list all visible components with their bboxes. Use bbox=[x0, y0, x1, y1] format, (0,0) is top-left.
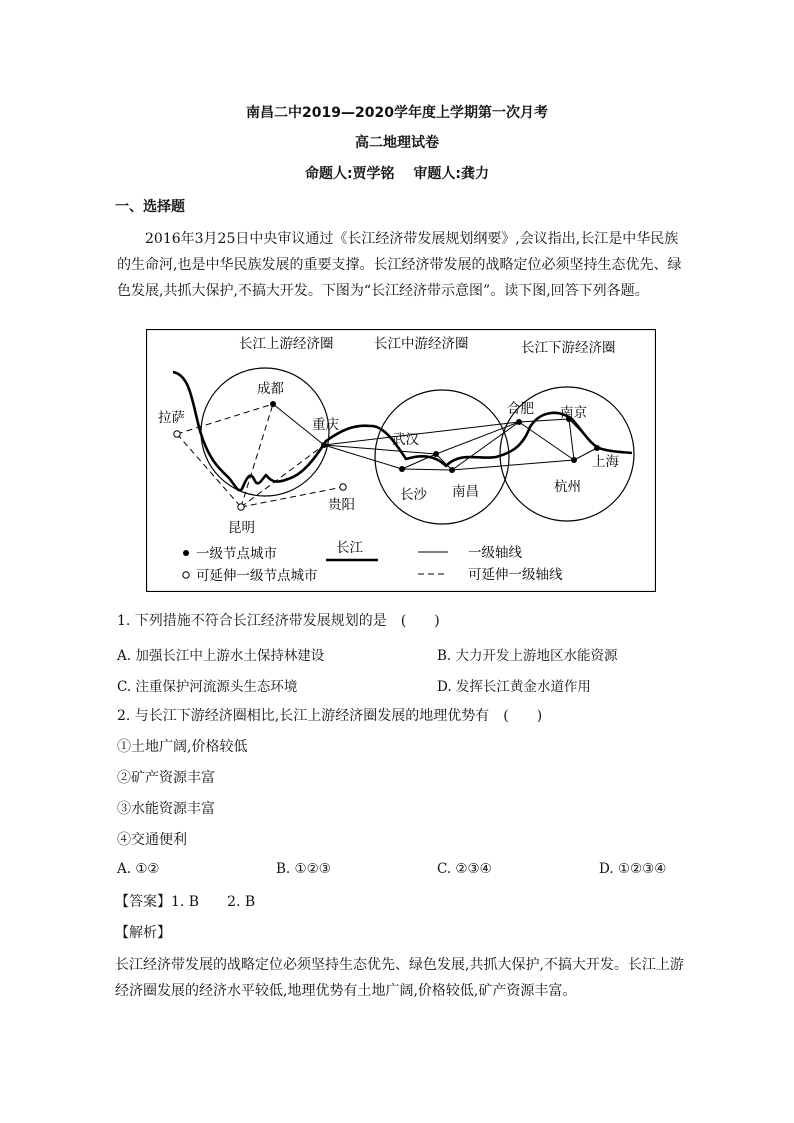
legend-extendable-axis: 可延伸一级轴线 bbox=[468, 567, 563, 583]
city-label-nanjing: 南京 bbox=[560, 405, 587, 421]
legend-primary-city: 一级节点城市 bbox=[196, 546, 277, 562]
analysis-text: 长江经济带发展的战略定位必须坚持生态优先、绿色发展,共抓大保护,不搞大开发。长江上游经济圈发展的经济水平较低,地理优势有土地广阔,价格较低,矿产资源丰富。 bbox=[115, 957, 684, 999]
city-dot-chongqing bbox=[321, 442, 327, 448]
city-dot-chengdu bbox=[270, 401, 276, 407]
city-label-wuhan: 武汉 bbox=[392, 432, 419, 448]
intro-paragraph: 2016年3月25日中央审议通过《长江经济带发展规划纲要》,会议指出,长江是中华民族的生命河,也是中华民族发展的重要支撑。长江经济带发展的战略定位必须坚持生态优先、绿色发展,共抓大保护,不搞大开发。下图为“长江经济带示意图”。读下图,回答下列各题。 bbox=[117, 231, 682, 299]
answer-label: 【答案】 bbox=[115, 894, 171, 910]
city-dot-kunming bbox=[238, 504, 244, 510]
upstream-label: 长江上游经济圈 bbox=[239, 336, 334, 352]
city-dot-shanghai bbox=[594, 445, 600, 451]
section-heading: 一、选择题 bbox=[115, 199, 185, 215]
question-2-stem: 2. 与长江下游经济圈相比,长江上游经济圈发展的地理优势有 ( ) bbox=[117, 708, 543, 724]
exam-title: 南昌二中2019—2020学年度上学期第一次月考 bbox=[246, 105, 548, 121]
downstream-label: 长江下游经济圈 bbox=[521, 340, 616, 356]
legend-primary-axis: 一级轴线 bbox=[468, 545, 522, 561]
question-2-option-d[interactable]: D. ①②③④ bbox=[599, 861, 667, 877]
question-2-item-1: ①土地广阔,价格较低 bbox=[117, 739, 248, 755]
legend-primary-city-symbol bbox=[183, 550, 189, 556]
city-label-lhasa: 拉萨 bbox=[158, 410, 185, 426]
city-label-chongqing: 重庆 bbox=[312, 417, 339, 433]
answer-text: 1. B 2. B bbox=[171, 894, 256, 910]
question-2-item-3: ③水能资源丰富 bbox=[117, 801, 215, 817]
legend-extendable-city: 可延伸一级节点城市 bbox=[196, 568, 318, 584]
city-dot-guiyang bbox=[340, 484, 346, 490]
city-label-changsha: 长沙 bbox=[400, 487, 427, 503]
question-1-option-b[interactable]: B. 大力开发上游地区水能资源 bbox=[437, 648, 618, 664]
midstream-label: 长江中游经济圈 bbox=[374, 336, 469, 352]
city-label-hefei: 合肥 bbox=[507, 401, 534, 417]
city-label-guiyang: 贵阳 bbox=[328, 497, 355, 513]
question-2-option-a[interactable]: A. ①② bbox=[117, 861, 160, 877]
exam-subtitle: 高二地理试卷 bbox=[355, 135, 439, 151]
city-dot-hefei bbox=[516, 419, 522, 425]
city-dot-changsha bbox=[399, 466, 405, 472]
question-2-option-c[interactable]: C. ②③④ bbox=[437, 861, 492, 877]
question-1-option-c[interactable]: C. 注重保护河流源头生态环境 bbox=[117, 679, 298, 695]
question-1-option-a[interactable]: A. 加强长江中上游水土保持林建设 bbox=[117, 648, 325, 664]
yangtze-economic-belt-map bbox=[146, 329, 656, 592]
legend-river: 长江 bbox=[336, 540, 363, 556]
city-dot-wuhan bbox=[433, 451, 439, 457]
city-label-kunming: 昆明 bbox=[228, 520, 255, 536]
legend-extendable-city-symbol bbox=[183, 572, 189, 578]
city-dot-nanchang bbox=[449, 467, 455, 473]
city-dot-hangzhou bbox=[571, 457, 577, 463]
analysis-label: 【解析】 bbox=[115, 925, 171, 941]
city-label-nanchang: 南昌 bbox=[452, 484, 479, 500]
question-2-option-b[interactable]: B. ①②③ bbox=[276, 861, 331, 877]
city-label-chengdu: 成都 bbox=[257, 381, 284, 397]
question-1-option-d[interactable]: D. 发挥长江黄金水道作用 bbox=[437, 679, 591, 695]
city-label-shanghai: 上海 bbox=[592, 454, 619, 470]
question-2-item-4: ④交通便利 bbox=[117, 832, 187, 848]
answer-row bbox=[115, 892, 255, 912]
question-1-stem: 1. 下列措施不符合长江经济带发展规划的是 ( ) bbox=[117, 613, 440, 629]
city-dot-lhasa bbox=[174, 431, 180, 437]
exam-authors: 命题人:贾学铭 审题人:龚力 bbox=[304, 166, 490, 182]
city-label-hangzhou: 杭州 bbox=[554, 479, 581, 495]
question-2-item-2: ②矿产资源丰富 bbox=[117, 770, 215, 786]
